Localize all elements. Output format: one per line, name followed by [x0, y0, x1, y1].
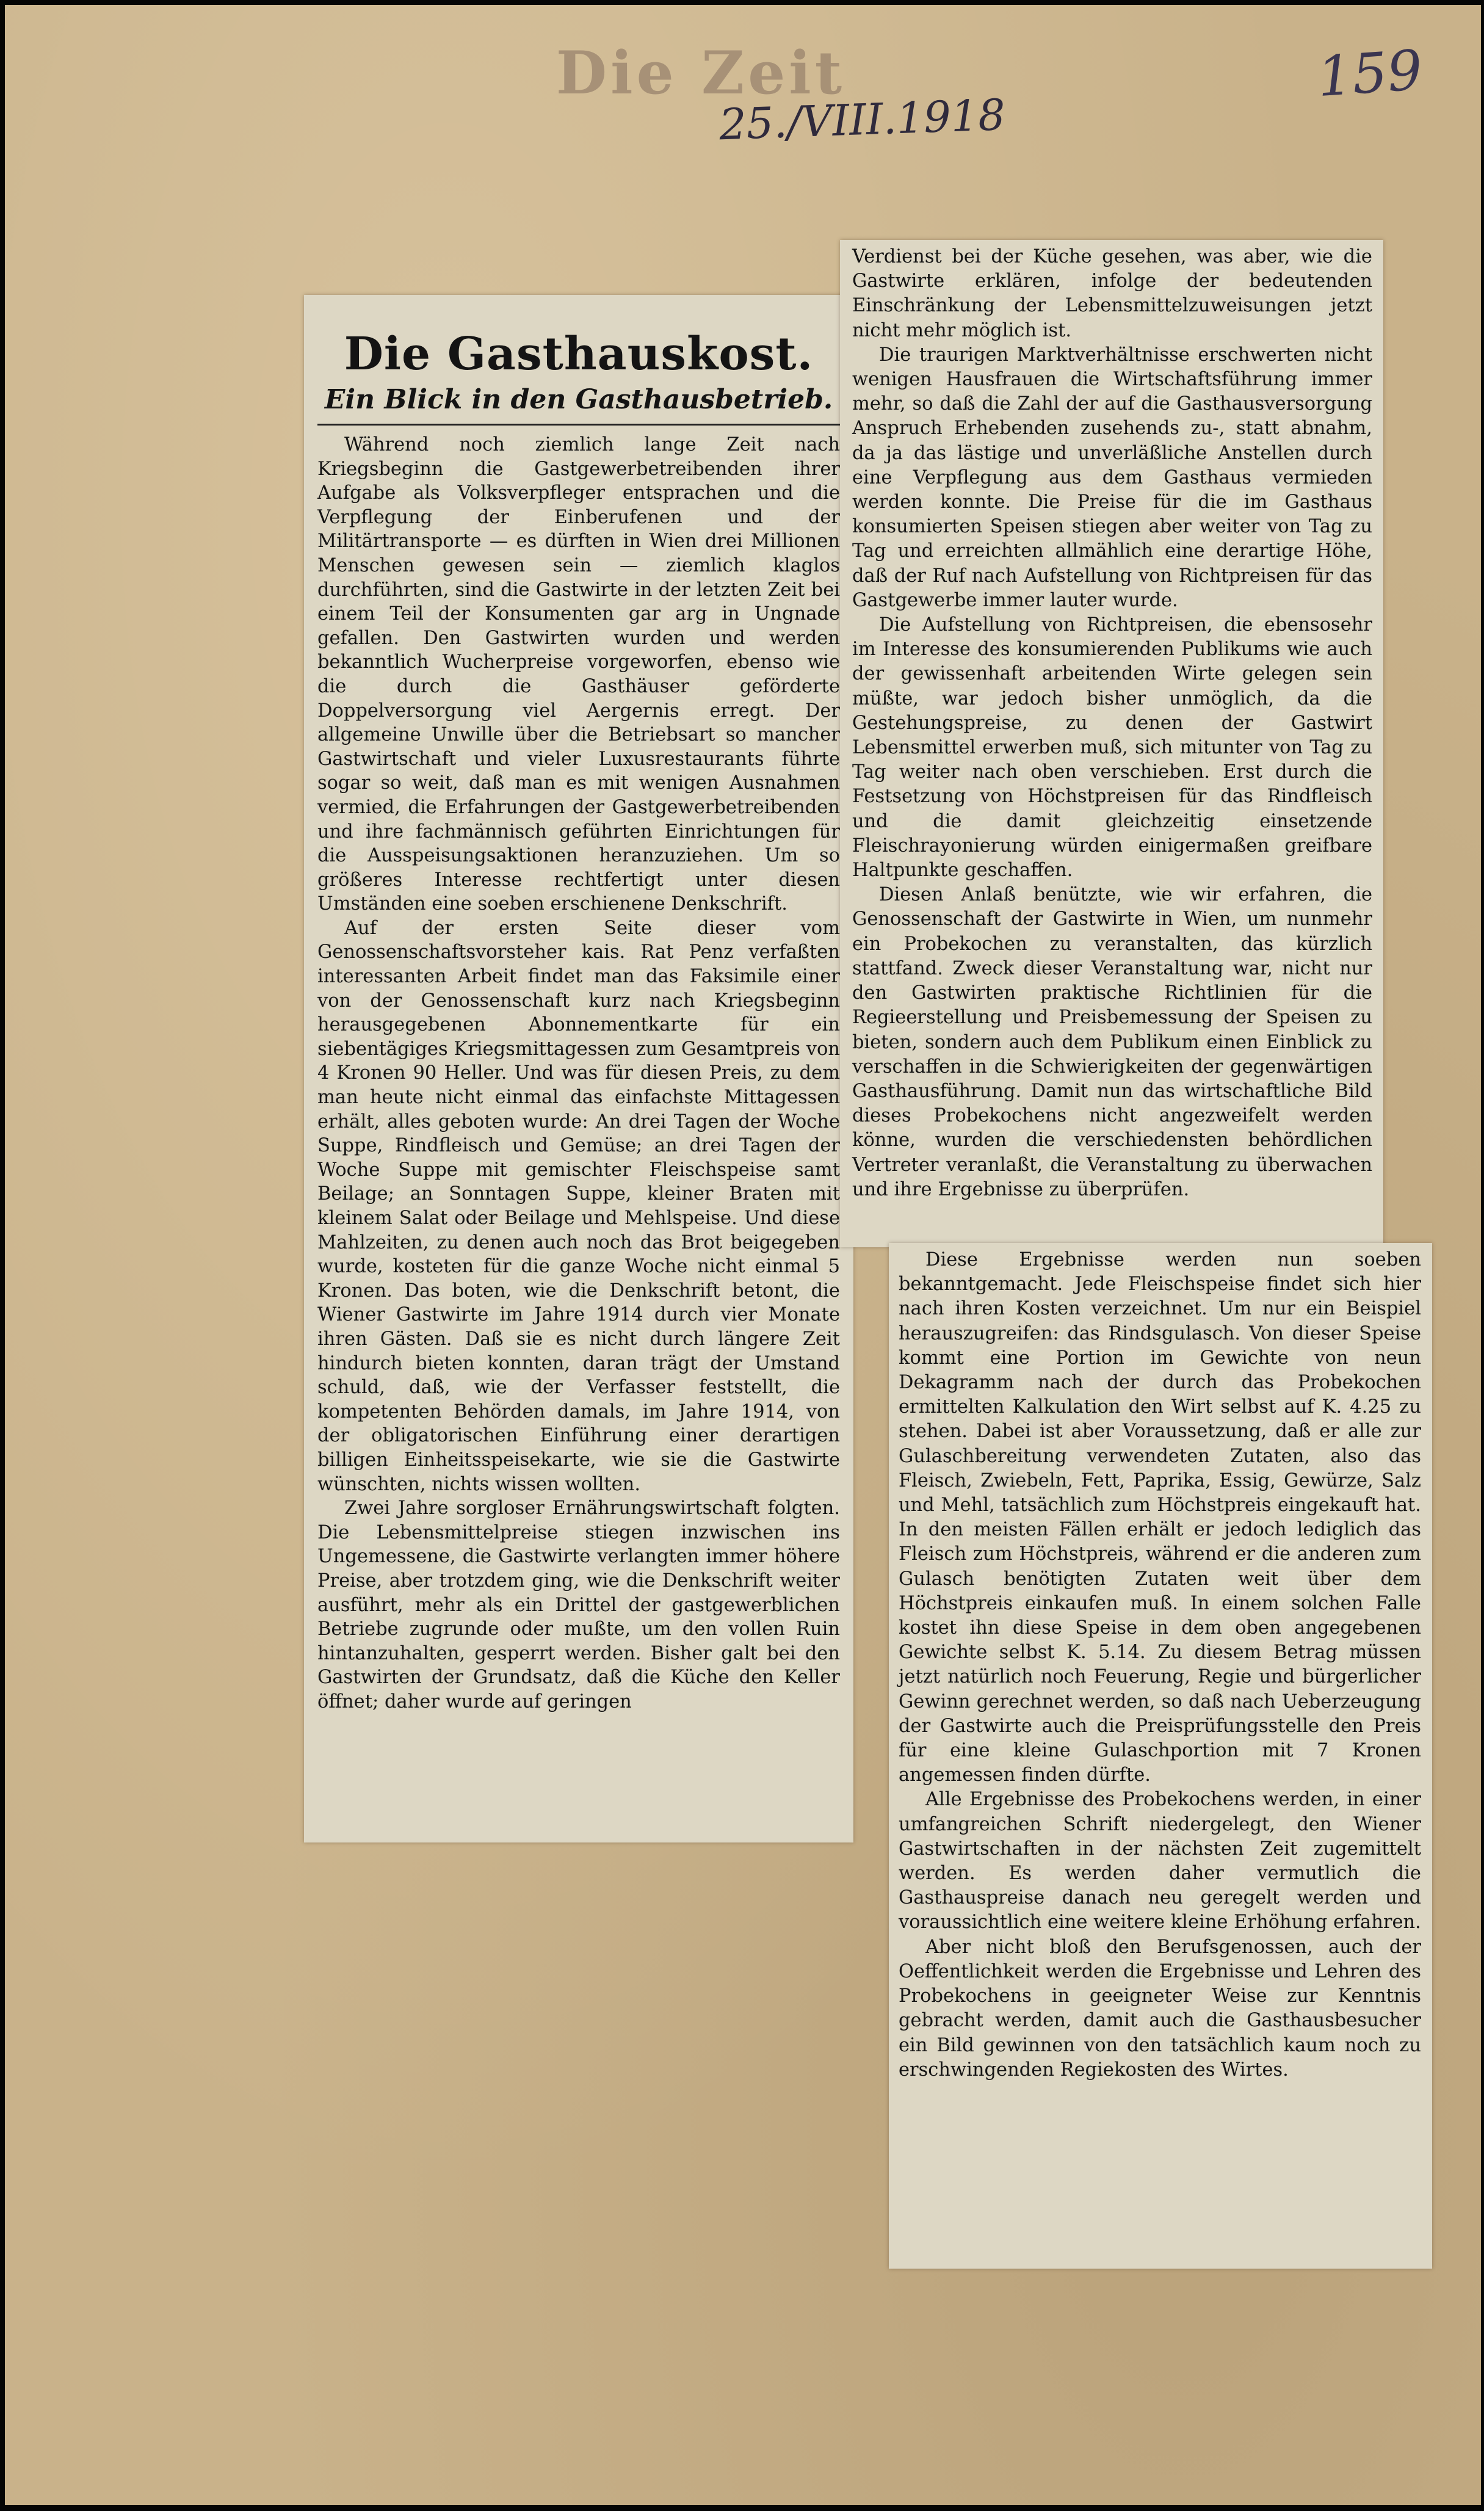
paragraph: Alle Ergebnisse des Probekochens werden, in einer umfangreichen Schrift niedergelegt, den Wiener Gastwirtschaften in der nächsten Zeit zugemittelt werden. Es werden daher vermutlich die Gasthauspreise danach neu geregelt werden und voraussichtlich eine weitere kleine Erhöhung erfahren. [899, 1789, 1421, 1933]
article-subtitle: Ein Blick in den Gasthausbetrieb. [324, 384, 833, 415]
paragraph: Aber nicht bloß den Berufsgenossen, auch der Oeffentlichkeit werden die Ergebnisse und Lehren des Probekochens in geeigneter Weise zur Kenntnis gebracht werden, damit auch die Gasthausbesucher ein Bild gewinnen von den tatsächlich kaum noch zu erschwingenden Regiekosten des Wirtes. [899, 1936, 1421, 2081]
handwritten-page-number: 159 [1315, 38, 1425, 110]
paragraph: Auf der ersten Seite dieser vom Genossenschaftsvorsteher kais. Rat Penz verfaßten interessanten Arbeit findet man das Faksimile einer von der Genossenschaft kurz nach Kriegsbeginn herausgegebenen Abonnementkarte für ein siebentägiges Kriegsmittagessen zum Gesamtpreis von 4 Kronen 90 Heller. Und was für diesen Preis, zu dem man heute nicht einmal das einfachste Mittagessen erhält, alles geboten wurde: An drei Tagen der Woche Suppe, Rindfleisch und Gemüse; an drei Tagen der Woche Suppe mit gemischter Fleischspeise samt Beilage; an Sonntagen Suppe, kleiner Braten mit kleinem Salat oder Beilage und Mehlspeise. Und diese Mahlzeiten, zu denen auch noch das Brot beigegeben wurde, kosteten für die ganze Woche nicht einmal 5 Kronen. Das boten, wie die Denkschrift betont, die Wiener Gastwirte im Jahre 1914 durch vier Monate ihren Gästen. Daß sie es nicht durch längere Zeit hindurch bieten konnten, daran trägt der Umstand schuld, daß, wie der Verfasser feststellt, die kompetenten Behörden damals, im Jahre 1914, von der obligatorischen Einführung einer derartigen billigen Einheitsspeisekarte, wie sie die Gastwirte wünschten, nichts wissen wollten. [317, 917, 840, 1495]
clipping-right-top [840, 240, 1383, 1247]
clipping-right-bottom [889, 1243, 1432, 2269]
paragraph: Die traurigen Marktverhältnisse erschwerten nicht wenigen Hausfrauen die Wirtschaftsführung immer mehr, so daß die Zahl der auf die Gasthausversorgung Anspruch Erhebenden zusehends zu-, statt abnahm, da ja das lästige und unverläßliche Anstellen durch eine Verpflegung aus dem Gasthaus vermieden werden konnte. Die Preise für die im Gasthaus konsumierten Speisen stiegen aber weiter von Tag zu Tag und erreichten allmählich eine derartige Höhe, daß der Ruf nach Aufstellung von Richtpreisen für das Gastgewerbe immer lauter wurde. [852, 344, 1372, 611]
paragraph: Diese Ergebnisse werden nun soeben bekanntgemacht. Jede Fleischspeise findet sich hier nach ihren Kosten verzeichnet. Um nur ein Beispiel herauszugreifen: das Rindsgulasch. Von dieser Speise kommt eine Portion im Gewichte von neun Dekagramm nach der durch das Probekochen ermittelten Kalkulation den Wirt selbst auf K. 4.25 zu stehen. Dabei ist aber Voraussetzung, daß er alle zur Gulaschbereitung verwendeten Zutaten, also das Fleisch, Zwiebeln, Fett, Paprika, Essig, Gewürze, Salz und Mehl, tatsächlich zum Höchstpreis eingekauft hat. In den meisten Fällen erhält er jedoch lediglich das Fleisch zum Höchstpreis, während er die anderen zum Gulasch benötigten Zutaten weit über dem Höchstpreis einkaufen muß. In einem solchen Falle kostet ihn diese Speise in dem oben angegebenen Gewichte selbst K. 5.14. Zu diesem Betrag müssen jetzt natürlich noch Feuerung, Regie und bürgerlicher Gewinn gerechnet werden, so daß nach Ueberzeugung der Gastwirte auch die Preisprüfungsstelle den Preis für eine kleine Gulaschportion mit 7 Kronen angemessen finden dürfte. [899, 1249, 1421, 1786]
archive-sheet [5, 5, 1481, 2505]
handwritten-date: 25./VIII.1918 [718, 89, 1007, 150]
paragraph: Die Aufstellung von Richtpreisen, die ebensosehr im Interesse des konsumierenden Publikums wie auch der gewissenhaft arbeitenden Wirte gelegen sein müßte, war jedoch bisher unmöglich, da die Gestehungspreise, zu denen der Gastwirt Lebensmittel erwerben muß, sich mitunter von Tag zu Tag weiter nach oben verschieben. Erst durch die Festsetzung von Höchstpreisen für das Rindfleisch und die damit gleichzeitig einsetzende Fleischrayonierung würden einigermaßen greifbare Haltpunkte geschaffen. [852, 614, 1372, 882]
article-title: Die Gasthauskost. [344, 328, 814, 380]
clipping-left [304, 295, 853, 1842]
paragraph: Während noch ziemlich lange Zeit nach Kriegsbeginn die Gastgewerbetreibenden ihrer Aufgabe als Volksverpfleger entsprachen und die Verpflegung der Einberufenen und der Militärtransporte — es dürften in Wien drei Millionen Menschen gewesen sein — ziemlich klaglos durchführten, sind die Gastwirte in der letzten Zeit bei einem Teil der Konsumenten gar arg in Ungnade gefallen. Den Gastwirten wurden und werden bekanntlich Wucherpreise vorgeworfen, ebenso wie die durch die Gasthäuser geförderte Doppelversorgung viel Aergernis erregt. Der allgemeine Unwille über die Betriebsart so mancher Gastwirtschaft und vieler Luxusrestaurants führte sogar so weit, daß man es mit wenigen Ausnahmen vermied, die Erfahrungen der Gastgewerbetreibenden und ihre fachmännisch geführten Einrichtungen für die Ausspeisungsaktionen heranzuziehen. Um so größeres Interesse rechtfertigt unter diesen Umständen eine soeben erschienene Denkschrift. [317, 434, 840, 915]
newspaper-stamp: Die Zeit [556, 38, 846, 107]
title-divider [317, 424, 840, 426]
paragraph: Verdienst bei der Küche gesehen, was aber, wie die Gastwirte erklären, infolge der bedeutenden Einschränkung der Lebensmittelzuweisungen jetzt nicht mehr möglich ist. [852, 246, 1372, 341]
paragraph: Zwei Jahre sorgloser Ernährungswirtschaft folgten. Die Lebensmittelpreise stiegen inzwischen ins Ungemessene, die Gastwirte verlangten immer höhere Preise, aber trotzdem ging, wie die Denkschrift weiter ausführt, mehr als ein Drittel der gastgewerblichen Betriebe zugrunde oder mußte, um den vollen Ruin hintanzuhalten, gesperrt werden. Bisher galt bei den Gastwirten der Grundsatz, daß die Küche den Keller öffnet; daher wurde auf geringen [317, 1498, 840, 1712]
paragraph: Diesen Anlaß benützte, wie wir erfahren, die Genossenschaft der Gastwirte in Wien, um nunmehr ein Probekochen zu veranstalten, das kürzlich stattfand. Zweck dieser Veranstaltung war, nicht nur den Gastwirten praktische Richtlinien für die Regieerstellung und Preisbemessung der Speisen zu bieten, sondern auch dem Publikum einen Einblick zu verschaffen in die Schwierigkeiten der gegenwärtigen Gasthausführung. Damit nun das wirtschaftliche Bild dieses Probekochens nicht angezweifelt werden könne, wurden die verschiedensten behördlichen Vertreter veranlaßt, die Veranstaltung zu überwachen und ihre Ergebnisse zu überprüfen. [852, 884, 1372, 1200]
